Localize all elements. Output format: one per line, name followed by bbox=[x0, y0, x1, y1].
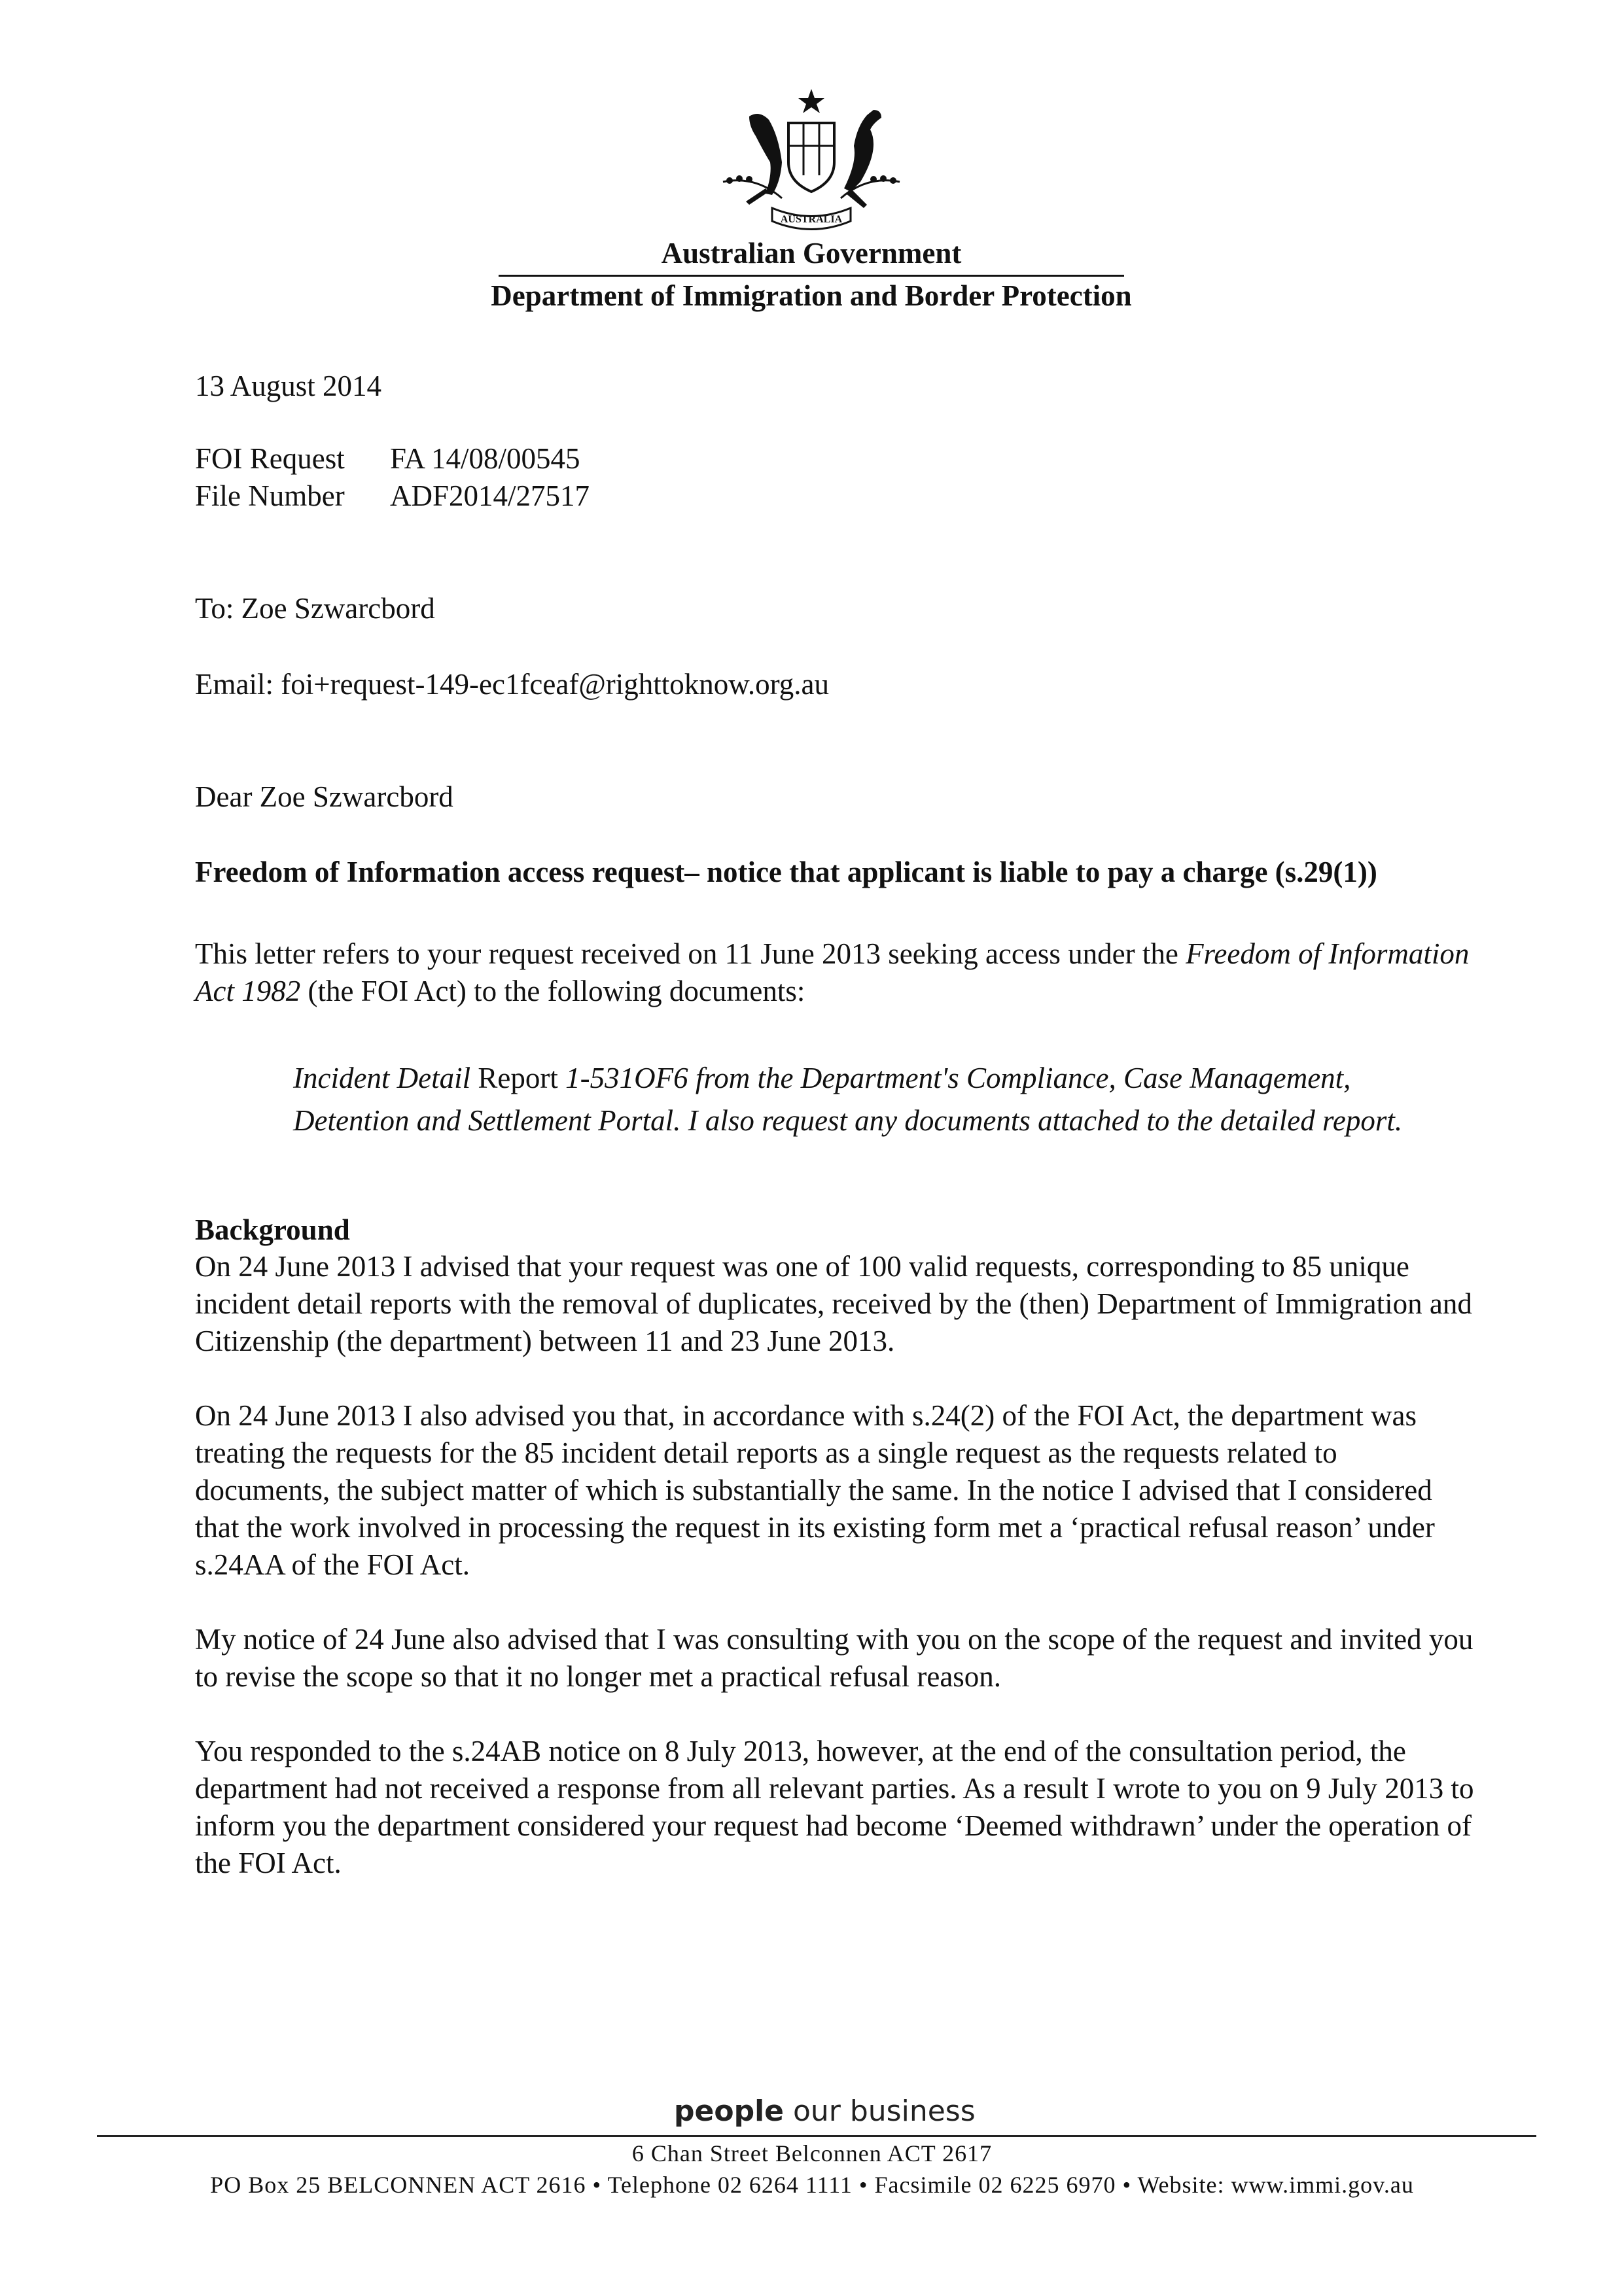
footer-rule bbox=[97, 2135, 1536, 2137]
file-number-value: ADF2014/27517 bbox=[390, 479, 590, 512]
quote-italic-2: 1-531OF6 from the Department's Compliance, Case Management, Detention and Settlement Portal. I also request any documents attached to the detailed report. bbox=[293, 1062, 1403, 1137]
salutation: Dear Zoe Szwarcbord bbox=[195, 780, 453, 813]
foi-request-value: FA 14/08/00545 bbox=[390, 442, 580, 475]
paragraph-4: You responded to the s.24AB notice on 8 July 2013, however, at the end of the consultation period, the department had not received a response from all relevant parties. As a result I wrote to you on 9 July 2013 to inform you the department considered your request had become ‘Deemed withdrawn’ under the operation of the FOI Act. bbox=[195, 1735, 1474, 1879]
paragraph-2: On 24 June 2013 I also advised you that, in accordance with s.24(2) of the FOI Act, the department was treating the requests for the 85 incident detail reports as a single request as the requests related to documents, the subject matter of which is substantially the same. In the notice I advised that I considered that the work involved in processing the request in its existing form met a ‘practical refusal reason’ under s.24AA of the FOI Act. bbox=[195, 1399, 1435, 1581]
requested-documents-quote bbox=[293, 1057, 1471, 1142]
subject-heading: Freedom of Information access request– notice that applicant is liable to pay a charge (s.29(1)) bbox=[195, 856, 1377, 888]
footer-slogan bbox=[674, 2095, 976, 2128]
quote-italic-1: Incident Detail bbox=[293, 1062, 471, 1094]
intro-text-end: (the FOI Act) to the following documents: bbox=[300, 975, 805, 1007]
coat-of-arms-icon bbox=[710, 84, 913, 244]
background-heading: Background bbox=[195, 1213, 350, 1246]
header-rule bbox=[499, 275, 1124, 277]
letter-date: 13 August 2014 bbox=[195, 370, 382, 402]
intro-text: This letter refers to your request received on 11 June 2013 seeking access under the bbox=[195, 937, 1186, 970]
foi-request-label: FOI Request bbox=[195, 442, 345, 475]
paragraph-3: My notice of 24 June also advised that I was consulting with you on the scope of the request and invited you to revise the scope so that it no longer met a practical refusal reason. bbox=[195, 1623, 1474, 1693]
footer-address-street: 6 Chan Street Belconnen ACT 2617 bbox=[631, 2140, 993, 2166]
government-name: Australian Government bbox=[661, 237, 962, 270]
svg-text:AUSTRALIA: AUSTRALIA bbox=[780, 214, 843, 225]
recipient-email: Email: foi+request-149-ec1fceaf@righttoknow.org.au bbox=[195, 668, 829, 701]
slogan-strong: people bbox=[674, 2095, 784, 2128]
footer-contact-line: PO Box 25 BELCONNEN ACT 2616 • Telephone 02 6264 1111 • Facsimile 02 6225 6970 • Website: www.immi.gov.au bbox=[210, 2172, 1414, 2198]
act-name: Freedom of Information Act 1982 bbox=[195, 937, 1470, 1007]
paragraph-1: On 24 June 2013 I advised that your request was one of 100 valid requests, corresponding to 85 unique incident detail reports with the removal of duplicates, received by the (then) Department of Immigration and Citizenship (the department) between 11 and 23 June 2013. bbox=[195, 1250, 1472, 1357]
intro-paragraph bbox=[195, 935, 1477, 1010]
file-number-label: File Number bbox=[195, 479, 345, 512]
department-name: Department of Immigration and Border Protection bbox=[491, 279, 1132, 312]
quote-roman: Report bbox=[470, 1062, 566, 1094]
recipient: To: Zoe Szwarcbord bbox=[195, 592, 435, 625]
slogan-rest: our business bbox=[784, 2095, 976, 2128]
